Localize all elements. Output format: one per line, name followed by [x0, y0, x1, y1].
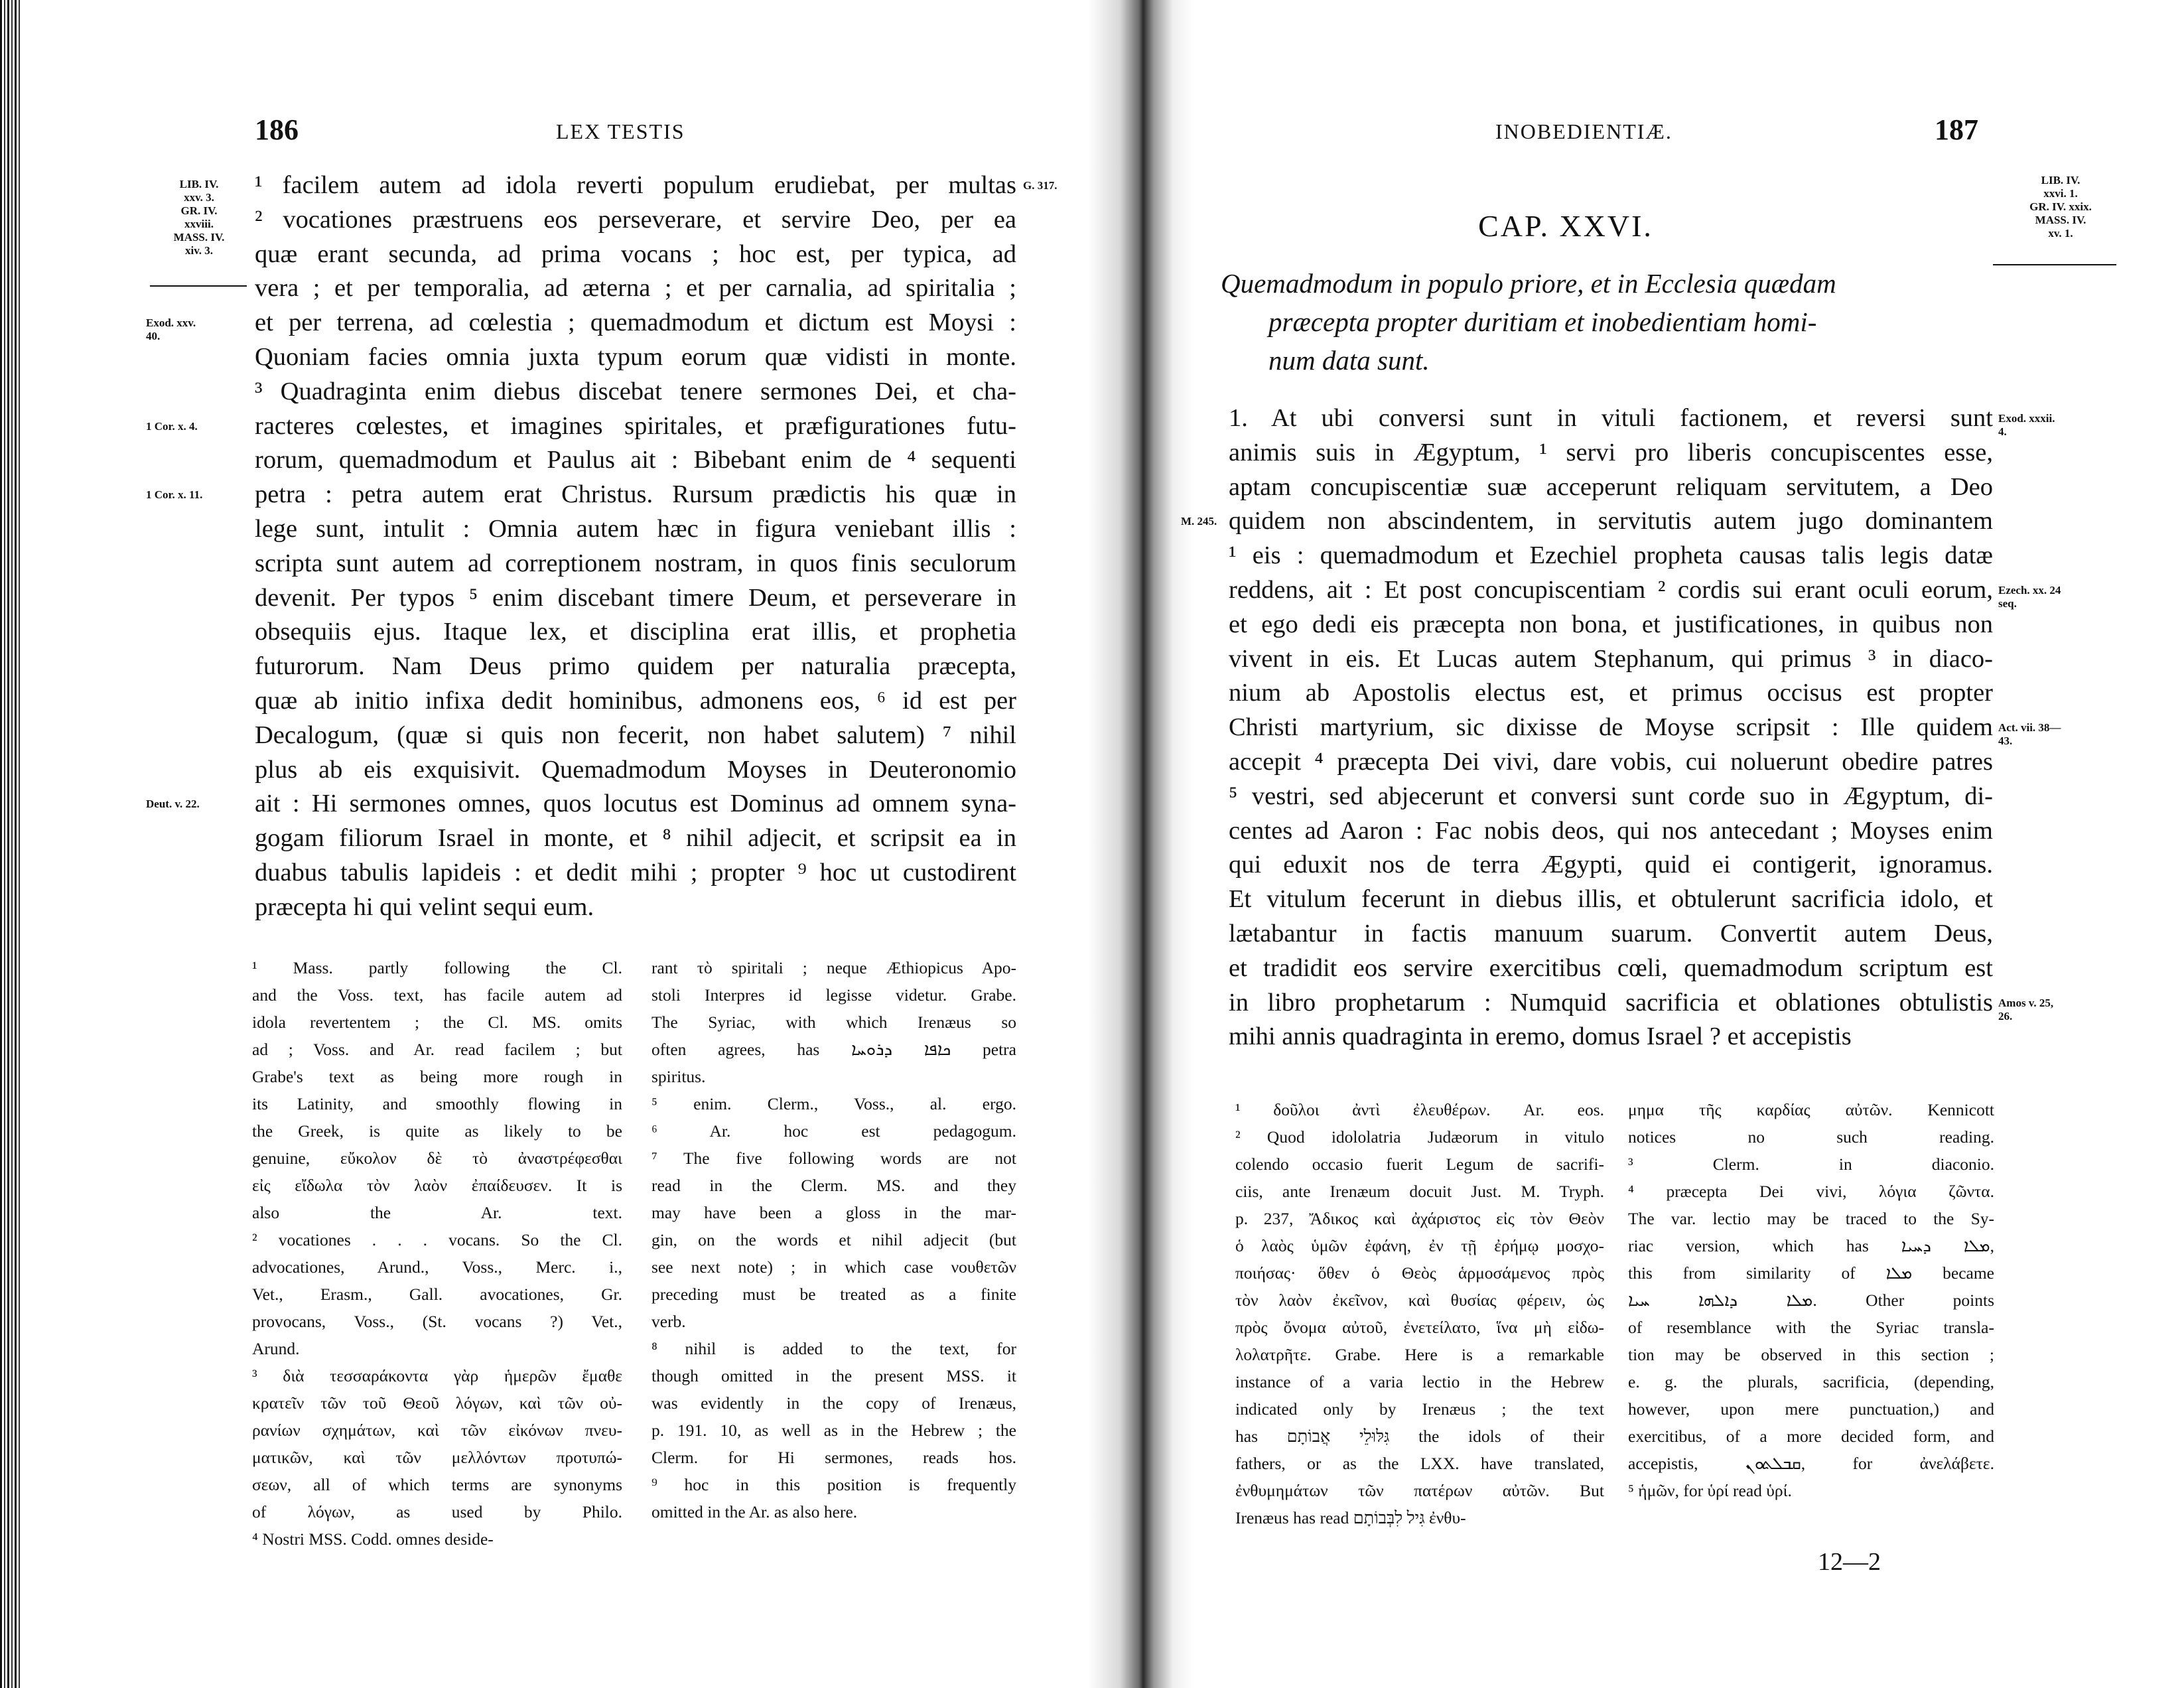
- footnote-line: ⁴ Nostri MSS. Codd. omnes deside-: [252, 1529, 494, 1549]
- page-number: 187: [1935, 113, 1978, 146]
- body-line: plus ab eis exquisivit. Quemadmodum Moyses in Deuteronomio: [255, 755, 1016, 784]
- running-head: LEX TESTIS: [556, 119, 685, 143]
- footnote-line: Arund.: [252, 1339, 300, 1358]
- footnote-line: λολατρῆτε. Grabe. Here is a remarkable: [1235, 1345, 1604, 1364]
- body-text: [255, 169, 1016, 925]
- body-line: nium ab Apostolis electus est, et primus occisus est propter: [1229, 679, 1993, 707]
- footnote-line: spiritus.: [651, 1067, 706, 1086]
- footnote-line: ποιήσας· ὅθεν ὁ Θεὸς ἁρμοσάμενος πρὸς: [1235, 1263, 1604, 1283]
- side-reference-line: MASS. IV.: [2035, 214, 2086, 226]
- margin-reference: [1998, 584, 2061, 610]
- footnote-line: rant τὸ spiritali ; neque Æthiopicus Apo-: [651, 958, 1016, 977]
- footnote-line: p. 191. 10, as well as in the Hebrew ; the: [651, 1421, 1016, 1440]
- footnote-line: ¹ Mass. partly following the Cl.: [252, 958, 622, 977]
- body-line: gogam filiorum Israel in monte, et ⁸ nihil adjecit, et scripsit ea in: [255, 824, 1016, 853]
- footnote-line: σεων, all of which terms are synonyms: [252, 1475, 622, 1494]
- margin-reference: [1998, 721, 2061, 748]
- footnotes-column-1: [252, 954, 622, 1553]
- side-reference-line: GR. IV. xxix.: [2029, 200, 2092, 213]
- footnote-line: πρὸς ὄνομα αὐτοῦ, ἐνετείλατο, ἵνα μὴ εἰδω-: [1235, 1318, 1604, 1337]
- body-line: et tradidit eos servire exercitibus cœli, quemadmodum scriptum est: [1229, 953, 1993, 982]
- footnote-line: though omitted in the present MSS. it: [651, 1366, 1016, 1385]
- footnotes-column-2: [1628, 1096, 1994, 1504]
- body-line: mihi annis quadraginta in eremo, domus Israel ? et accepistis: [1229, 1022, 1852, 1051]
- margin-reference: [1998, 997, 2053, 1023]
- footnote-line: ciis, ante Irenæum docuit Just. M. Tryph.: [1235, 1182, 1604, 1201]
- footnote-line: Irenæus has read גִּיל לִבְּבוֹתָם ἐνθυ-: [1235, 1508, 1466, 1527]
- body-line: racteres cœlestes, et imagines spiritales, et præfigurationes futu-: [255, 411, 1016, 440]
- footnote-line: may have been a gloss in the mar-: [651, 1203, 1016, 1222]
- footnote-line: read in the Clerm. MS. and they: [651, 1176, 1016, 1195]
- body-line: lætabantur in factis manuum suarum. Convertit autem Deus,: [1229, 919, 1993, 948]
- body-line: centes ad Aaron : Fac nobis deos, qui nos antecedant ; Moyses enim: [1229, 816, 1993, 845]
- margin-reference-line: 1 Cor. x. 4.: [146, 419, 198, 433]
- body-line: accepit ⁴ præcepta Dei vivi, dare vobis, cui noluerunt obedire patres: [1229, 747, 1993, 776]
- margin-reference-line: Exod. xxxii.: [1998, 412, 2055, 425]
- body-line: ² vocationes præstruens eos perseverare, et servire Deo, per ea: [255, 205, 1016, 234]
- footnote-line: omitted in the Ar. as also here.: [651, 1502, 858, 1521]
- chapter-title: [1221, 264, 1990, 380]
- side-reference-rule: [150, 285, 247, 287]
- footnote-line: of λόγων, as used by Philo.: [252, 1502, 622, 1521]
- side-reference-line: MASS. IV.: [173, 231, 225, 244]
- body-line: duabus tabulis lapideis : et dedit mihi ; propter ⁹ hoc ut custodirent: [255, 858, 1016, 886]
- footnote-line: verb.: [651, 1312, 686, 1331]
- body-line: petra : petra autem erat Christus. Rursum prædictis his quæ in: [255, 480, 1016, 509]
- footnote-line: ⁸ nihil is added to the text, for: [651, 1339, 1016, 1358]
- footnote-line: ⁹ hoc in this position is frequently: [651, 1475, 1016, 1494]
- footnotes-column-2: [651, 954, 1016, 1525]
- footnote-line: the Greek, is quite as likely to be: [252, 1121, 622, 1141]
- body-line: præcepta hi qui velint sequi eum.: [255, 892, 594, 921]
- margin-reference-line: Deut. v. 22.: [146, 798, 200, 811]
- footnote-line: ⁴ præcepta Dei vivi, λόγια ζῶντα.: [1628, 1182, 1994, 1201]
- footnote-line: ⁵ enim. Clerm., Voss., al. ergo.: [651, 1094, 1016, 1113]
- body-line: Christi martyrium, sic dixisse de Moyse scripsit : Ille quidem: [1229, 713, 1993, 742]
- margin-reference: [146, 420, 198, 433]
- right-page: [1181, 0, 2184, 1688]
- footnote-line: ³ διὰ τεσσαράκοντα γὰρ ἡμερῶν ἔμαθε: [252, 1366, 622, 1385]
- footnote-line: Clerm. for Hi sermones, reads hos.: [651, 1448, 1016, 1467]
- footnote-line: instance of a varia lectio in the Hebrew: [1235, 1372, 1604, 1391]
- book-gutter: [1088, 0, 1194, 1688]
- body-line: rorum, quemadmodum et Paulus ait : Bibebant enim de ⁴ sequenti: [255, 446, 1016, 474]
- side-reference-line: LIB. IV.: [179, 178, 219, 190]
- footnote-line: advocationes, Arund., Voss., Merc. i.,: [252, 1257, 622, 1277]
- body-line: obsequiis ejus. Itaque lex, et disciplina erat illis, et prophetia: [255, 618, 1016, 646]
- footnote-line: gin, on the words et nihil adjecit (but: [651, 1230, 1016, 1249]
- margin-reference: [1181, 515, 1217, 528]
- footnote-line: idola revertentem ; the Cl. MS. omits: [252, 1013, 622, 1032]
- margin-reference: [146, 488, 202, 502]
- footnote-line: however, upon mere punctuation,) and: [1628, 1399, 1994, 1419]
- body-line: lege sunt, intulit : Omnia autem hæc in figura veniebant illis :: [255, 514, 1016, 543]
- footnote-line: tion may be observed in this section ;: [1628, 1345, 1994, 1364]
- footnote-line: p. 237, Ἄδικος καὶ ἀχάριστος εἰς τὸν Θεὸν: [1235, 1209, 1604, 1228]
- footnote-line: genuine, εὔκολον δὲ τὸ ἀναστρέφεσθαι: [252, 1149, 622, 1168]
- margin-reference: [146, 316, 196, 343]
- side-reference-line: xxvi. 1.: [2043, 187, 2078, 200]
- footnote-line: has גִּלּוּלֵי אֲבוֹתָם the idols of their: [1235, 1427, 1604, 1446]
- margin-reference: [1023, 179, 1057, 192]
- body-line: ³ Quadraginta enim diebus discebat tenere sermones Dei, et cha-: [255, 377, 1016, 405]
- margin-reference-line: 26.: [1998, 1009, 2013, 1022]
- footnote-line: μημα τῆς καρδίας αὐτῶν. Kennicott: [1628, 1100, 1994, 1119]
- footnote-line: ρανίων σχημάτων, καὶ τῶν εἰκόνων πνευ-: [252, 1421, 622, 1440]
- body-line: vera ; et per temporalia, ad æterna ; et per carnalia, ad spiritalia ;: [255, 274, 1016, 303]
- footnote-line: ὁ λαὸς ὑμῶν ἐφάνη, ἐν τῇ ἐρήμῳ μοσχο-: [1235, 1236, 1604, 1255]
- footnote-line: ἐνθυμημάτων τῶν πατέρων αὐτῶν. But: [1235, 1481, 1604, 1500]
- running-head: INOBEDIENTIÆ.: [1495, 119, 1672, 143]
- footnote-line: ¹ δοῦλοι ἀντὶ ἐλευθέρων. Ar. eos.: [1235, 1100, 1604, 1119]
- footnote-line: notices no such reading.: [1628, 1127, 1994, 1147]
- side-reference: [2008, 174, 2114, 240]
- side-reference-line: xxv. 3.: [184, 191, 214, 204]
- footnote-line: ⁵ ἡμῶν, for ὑρί read ὑρί.: [1628, 1481, 1792, 1500]
- footnote-line: often agrees, has ܟܐܦܐ ܕܪܘܚܐ petra: [651, 1040, 1016, 1059]
- body-line: animis suis in Ægyptum, ¹ servi pro liberis concupiscentes esse,: [1229, 438, 1993, 466]
- footnote-line: Vet., Erasm., Gall. avocationes, Gr.: [252, 1285, 622, 1304]
- footnote-line: indicated only by Irenæus ; the text: [1235, 1399, 1604, 1419]
- footnote-line: κρατεῖν τῶν τοῦ Θεοῦ λόγων, καὶ τῶν οὐ-: [252, 1393, 622, 1413]
- footnote-line: also the Ar. text.: [252, 1203, 622, 1222]
- body-line: 1. At ubi conversi sunt in vituli factionem, et reversi sunt: [1229, 404, 1993, 432]
- chapter-heading: CAP. XXVI.: [1478, 209, 1653, 243]
- footnotes-column-1: [1235, 1096, 1604, 1531]
- page-number: 186: [255, 113, 299, 146]
- margin-reference-line: 40.: [146, 330, 161, 343]
- body-text: [1229, 401, 1993, 1054]
- margin-reference-line: 43.: [1998, 735, 2013, 748]
- footnote-line: τὸν λαὸν ἐκεῖνον, καὶ θυσίας φέρειν, ὡς: [1235, 1291, 1604, 1310]
- footnote-line: ματικῶν, καὶ τῶν μελλόντων προτυπώ-: [252, 1448, 622, 1467]
- body-line: quæ ab initio infixa dedit hominibus, admonens eos, ⁶ id est per: [255, 686, 1016, 715]
- body-line: futurorum. Nam Deus primo quidem per naturalia præcepta,: [255, 652, 1016, 681]
- side-reference-line: LIB. IV.: [2041, 174, 2081, 186]
- body-line: qui eduxit nos de terra Ægypti, quid ei contigerit, ignoramus.: [1229, 851, 1993, 879]
- chapter-title-line: præcepta propter duritiam et inobedientiam homi-: [1268, 307, 1817, 337]
- footnote-line: εἰς εἴδωλα τὸν λαὸν ἐπαίδευσεν. It is: [252, 1176, 622, 1195]
- margin-reference-line: seq.: [1998, 597, 2017, 610]
- footnote-line: The Syriac, with which Irenæus so: [651, 1013, 1016, 1032]
- footnote-line: and the Voss. text, has facile autem ad: [252, 985, 622, 1005]
- body-line: in libro prophetarum : Numquid sacrificia et oblationes obtulistis: [1229, 988, 1993, 1017]
- margin-reference-line: Amos v. 25,: [1998, 996, 2054, 1009]
- body-line: Quoniam facies omnia juxta typum eorum quæ vidisti in monte.: [255, 342, 1016, 371]
- footnote-line: was evidently in the copy of Irenæus,: [651, 1393, 1016, 1413]
- side-reference-line: xv. 1.: [2048, 227, 2073, 240]
- footnote-line: its Latinity, and smoothly flowing in: [252, 1094, 622, 1113]
- footnote-line: ³ Clerm. in diaconio.: [1628, 1155, 1994, 1174]
- footnote-line: Grabe's text as being more rough in: [252, 1067, 622, 1086]
- body-line: Et vitulum fecerunt in diebus illis, et obtulerunt sacrificia idolo, et: [1229, 885, 1993, 914]
- footnote-line: riac version, which has ܡܠܐ ܕܚܝܐ,: [1628, 1236, 1994, 1255]
- body-line: scripta sunt autem ad correptionem nostram, in quos finis seculorum: [255, 549, 1016, 577]
- margin-reference-line: M. 245.: [1181, 515, 1217, 528]
- footnote-line: The var. lectio may be traced to the Sy-: [1628, 1209, 1994, 1228]
- margin-reference-line: 4.: [1998, 425, 2007, 438]
- footnote-line: ad ; Voss. and Ar. read facilem ; but: [252, 1040, 622, 1059]
- body-line: ait : Hi sermones omnes, quos locutus est Dominus ad omnem syna-: [255, 790, 1016, 818]
- footnote-line: this from similarity of ܡܠܐ became: [1628, 1263, 1994, 1283]
- body-line: reddens, ait : Et post concupiscentiam ² cordis sui erant oculi eorum,: [1229, 575, 1993, 604]
- margin-reference-line: Act. vii. 38—: [1998, 721, 2061, 735]
- footnote-line: see next note) ; in which case νουθετῶν: [651, 1257, 1016, 1277]
- sheet-signature: 12—2: [1818, 1548, 1881, 1576]
- margin-reference-line: G. 317.: [1023, 179, 1058, 192]
- margin-reference-line: Exod. xxv.: [146, 316, 196, 330]
- body-line: vivent in eis. Et Lucas autem Stephanum, qui primus ³ in diaco-: [1229, 644, 1993, 673]
- chapter-title-line: Quemadmodum in populo priore, et in Ecclesia quædam: [1221, 268, 1836, 299]
- footnote-line: stoli Interpres id legisse videtur. Grabe.: [651, 985, 1016, 1005]
- side-reference: [155, 178, 243, 257]
- margin-reference-line: 1 Cor. x. 11.: [146, 488, 203, 502]
- footnote-line: ⁶ Ar. hoc est pedagogum.: [651, 1121, 1016, 1141]
- footnote-line: ܡܠܐ ܕܐܠܗܐ ܚܝܐ. Other points: [1628, 1291, 1995, 1310]
- footnote-line: ² Quod idololatria Judæorum in vitulo: [1235, 1127, 1604, 1147]
- footnote-line: accepistis, ܩܒܠܬܘܢ, for ἀνελάβετε.: [1628, 1454, 1995, 1473]
- margin-reference: [146, 798, 200, 811]
- body-line: quæ erant secunda, ad prima vocans ; hoc est, per typica, ad: [255, 240, 1016, 268]
- body-line: aptam concupiscentiæ suæ acceperunt reliquam servitutem, a Deo: [1229, 472, 1993, 501]
- footnote-line: e. g. the plurals, sacrificia, (depending,: [1628, 1372, 1994, 1391]
- body-line: ¹ facilem autem ad idola reverti populum erudiebat, per multas: [255, 171, 1016, 199]
- side-reference-rule: [1993, 264, 2116, 265]
- footnote-line: exercitibus, of a more decided form, and: [1628, 1427, 1994, 1446]
- footnote-line: ⁷ The five following words are not: [651, 1149, 1016, 1168]
- margin-reference: [1998, 412, 2055, 439]
- body-line: et ego dedi eis præcepta non bona, et justificationes, in quibus non: [1229, 610, 1993, 638]
- body-line: Decalogum, (quæ si quis non fecerit, non habet salutem) ⁷ nihil: [255, 721, 1016, 749]
- body-line: quidem non abscindentem, in servitutis autem jugo dominantem: [1229, 507, 1993, 535]
- footnote-line: fathers, or as the LXX. have translated,: [1235, 1454, 1604, 1473]
- footnote-line: colendo occasio fuerit Legum de sacrifi-: [1235, 1155, 1604, 1174]
- chapter-title-line: num data sunt.: [1268, 345, 1430, 376]
- body-line: et per terrena, ad cœlestia ; quemadmodum et dictum est Moysi :: [255, 309, 1016, 337]
- body-line: devenit. Per typos ⁵ enim discebant timere Deum, et perseverare in: [255, 583, 1016, 612]
- body-line: ⁵ vestri, sed abjecerunt et conversi sunt corde suo in Ægyptum, di-: [1229, 782, 1993, 810]
- body-line: ¹ eis : quemadmodum et Ezechiel propheta causas talis legis datæ: [1229, 541, 1993, 570]
- left-page: [0, 0, 1088, 1688]
- footnote-line: provocans, Voss., (St. vocans ?) Vet.,: [252, 1312, 622, 1331]
- footnote-line: preceding must be treated as a finite: [651, 1285, 1016, 1304]
- side-reference-line: xxviii.: [184, 218, 214, 230]
- footnote-line: ² vocationes . . . vocans. So the Cl.: [252, 1230, 622, 1249]
- margin-reference-line: Ezech. xx. 24: [1998, 584, 2061, 597]
- side-reference-line: GR. IV.: [180, 204, 218, 217]
- side-reference-line: xiv. 3.: [184, 244, 214, 257]
- footnote-line: of resemblance with the Syriac transla-: [1628, 1318, 1994, 1337]
